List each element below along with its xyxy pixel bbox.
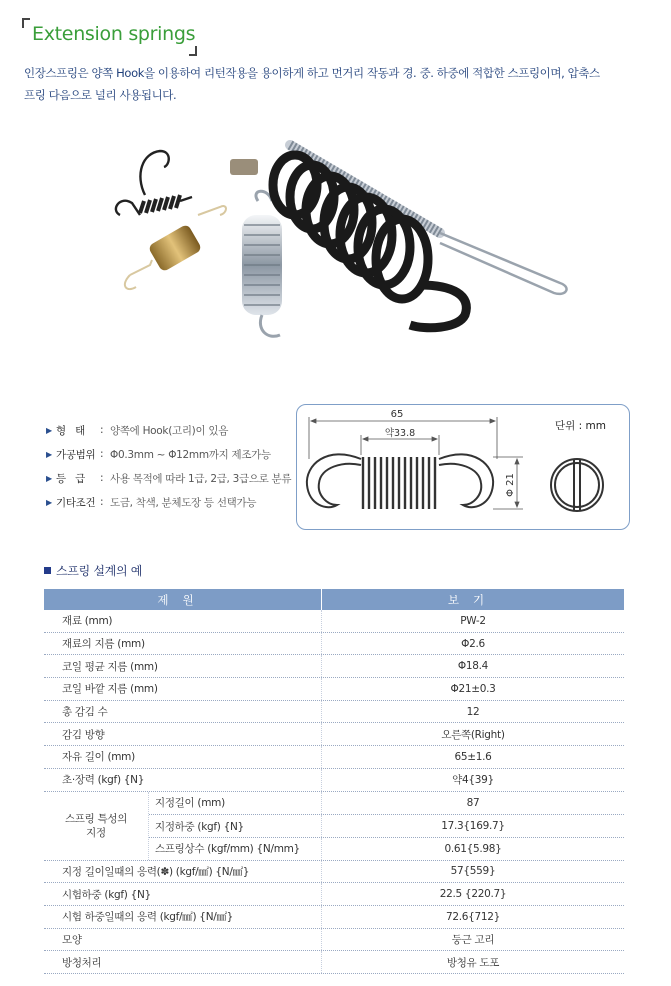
- spring-end-view: [551, 459, 603, 511]
- row-value: PW-2: [460, 614, 486, 627]
- row-value: 22.5 {220.7}: [439, 888, 507, 901]
- table-row: [44, 906, 624, 929]
- spec-label: 등급: [56, 472, 95, 485]
- spec-list: [46, 418, 306, 514]
- arrow-right-icon: ▶: [46, 473, 52, 483]
- header-spec: 제원: [44, 589, 322, 610]
- table-row: [44, 951, 624, 974]
- row-value: 0.61{5.98}: [444, 842, 502, 855]
- row-value: 65±1.6: [454, 750, 492, 763]
- row-key: 지정 길이일때의 응력(✽) (kgf/㎟) {N/㎟}: [44, 861, 322, 883]
- spec-value: 도금, 착색, 분체도장 등 선택가능: [110, 496, 257, 509]
- dim-diameter: Φ 21: [505, 473, 516, 497]
- spec-row-other: [46, 490, 306, 514]
- page-title: Extension springs: [32, 23, 196, 45]
- row-key: 감김 방향: [44, 723, 322, 745]
- bracket-bottom-right: [189, 46, 197, 56]
- row-key: 재료 (mm): [44, 610, 322, 632]
- dim-body-length: 약33.8: [384, 428, 416, 439]
- spec-value: 사용 목적에 따라 1급, 2급, 3급으로 분류: [110, 472, 292, 485]
- table-row: [44, 655, 624, 678]
- row-value: 57{559}: [450, 865, 496, 878]
- spec-colon: :: [100, 448, 104, 460]
- spec-row-grade: [46, 466, 306, 490]
- spec-value: Φ0.3mm ~ Φ12mm까지 제조가능: [110, 448, 271, 461]
- row-key: 초·장력 (kgf) {N}: [44, 769, 322, 791]
- row-value: 방청유 도포: [446, 956, 500, 969]
- table-row: [44, 701, 624, 724]
- arrow-right-icon: ▶: [46, 449, 52, 459]
- row-key: 시험 하중일때의 응력 (kgf/㎟) {N/㎟}: [44, 906, 322, 928]
- row-key: 지정길이 (mm): [149, 792, 322, 815]
- section-title-text: 스프링 설계의 예: [56, 564, 143, 578]
- table-row: [44, 769, 624, 792]
- table-row: [44, 610, 624, 633]
- table-row: [149, 814, 624, 837]
- group-label-line1: 스프링 특성의: [64, 812, 128, 825]
- row-key: 코일 평균 지름 (mm): [44, 655, 322, 677]
- arrow-right-icon: ▶: [46, 425, 52, 435]
- table-row: [44, 746, 624, 769]
- page-title-frame: [22, 18, 197, 56]
- table-row: [149, 792, 624, 815]
- dim-total-length: 65: [390, 409, 404, 420]
- table-header: [44, 589, 624, 610]
- table-row: [44, 861, 624, 884]
- row-key: 시험하중 (kgf) {N}: [44, 883, 322, 905]
- row-key: 스프링상수 (kgf/mm) {N/mm}: [149, 838, 322, 860]
- spec-label: 형태: [56, 424, 95, 437]
- square-bullet-icon: [44, 567, 51, 574]
- row-key: 재료의 지름 (mm): [44, 633, 322, 655]
- brass-spring: [125, 206, 226, 289]
- arrow-right-icon: ▶: [46, 497, 52, 507]
- row-value: 87: [466, 796, 480, 809]
- group-rows: [149, 792, 624, 860]
- table-row-group: [44, 792, 624, 861]
- row-value: 17.3{169.7}: [441, 820, 505, 833]
- row-value: 오른쪽(Right): [441, 728, 505, 741]
- chrome-spring: [242, 191, 282, 336]
- row-value: 72.6{712}: [445, 910, 501, 923]
- spec-label: 기타조건: [56, 496, 96, 509]
- spec-label: 가공범위: [56, 448, 96, 461]
- row-value: 둥근 고리: [451, 933, 495, 946]
- spec-colon: :: [100, 424, 104, 436]
- row-key: 지정하중 (kgf) {N}: [149, 815, 322, 837]
- row-value: Φ18.4: [457, 660, 489, 673]
- small-grey-spring: [230, 159, 258, 175]
- big-black-spring: [273, 155, 466, 328]
- section-title: [44, 562, 142, 579]
- table-row: [44, 883, 624, 906]
- row-value: 12: [466, 705, 480, 718]
- group-label-text: [65, 812, 127, 840]
- row-value: Φ2.6: [461, 637, 485, 650]
- intro-text: 인장스프링은 양쪽 Hook을 이용하여 리턴작용을 용이하게 하고 먼거리 작동과 경. 중. 하중에 적합한 스프링이며, 압축스프링 다음으로 널리 사용됩니다.: [24, 66, 600, 102]
- row-value: Φ21±0.3: [450, 682, 496, 695]
- group-label-line2: 지정: [86, 826, 106, 839]
- springs-photo: [80, 115, 600, 385]
- table-row: [44, 633, 624, 656]
- spring-side-view: [307, 454, 493, 509]
- table-row: [44, 723, 624, 746]
- row-key: 모양: [44, 929, 322, 951]
- row-key: 자유 길이 (mm): [44, 746, 322, 768]
- design-example-table: [44, 589, 624, 974]
- spec-colon: :: [100, 472, 104, 484]
- row-key: 코일 바깥 지름 (mm): [44, 678, 322, 700]
- row-value: 약4{39}: [452, 774, 494, 787]
- row-key: 총 감김 수: [44, 701, 322, 723]
- spec-row-shape: [46, 418, 306, 442]
- table-row: [149, 837, 624, 860]
- small-black-spring: [116, 151, 192, 215]
- header-example: 보기: [447, 592, 499, 607]
- group-label: [44, 792, 149, 860]
- drawing-svg: [297, 405, 631, 531]
- row-key: 방청처리: [44, 951, 322, 973]
- table-row: [44, 678, 624, 701]
- bracket-top-left: [22, 18, 30, 28]
- spec-colon: :: [100, 496, 104, 508]
- table-row: [44, 929, 624, 952]
- unit-label: 단위 : mm: [555, 420, 606, 432]
- technical-drawing: [296, 404, 630, 530]
- spec-value: 양쪽에 Hook(고리)이 있음: [110, 424, 229, 437]
- spec-row-range: [46, 442, 306, 466]
